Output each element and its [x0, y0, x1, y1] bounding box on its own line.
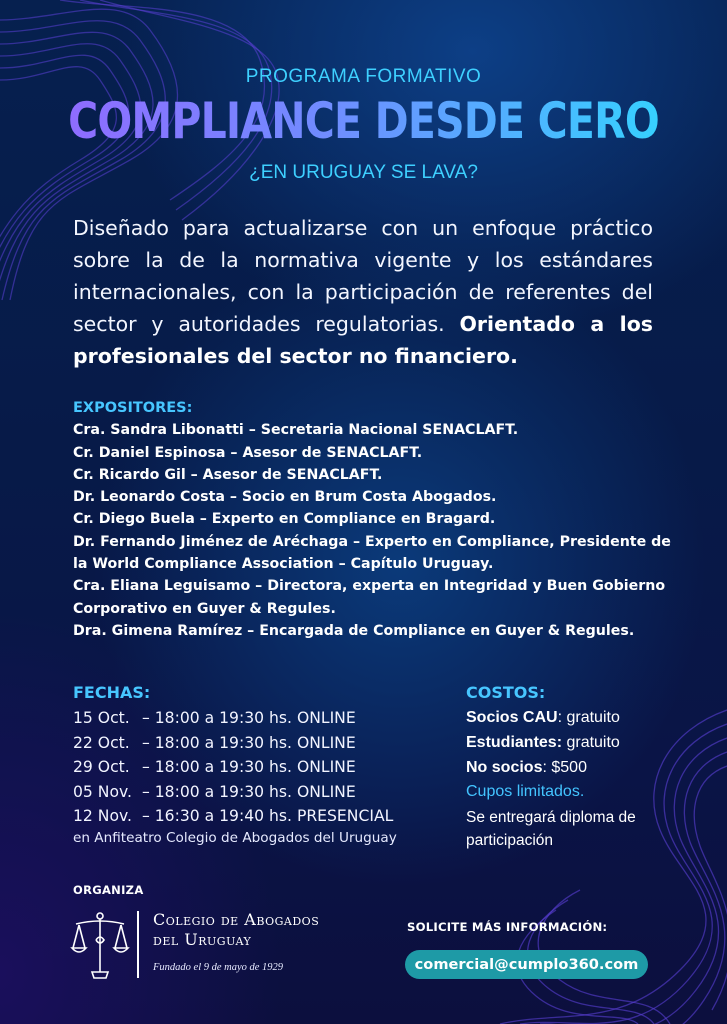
date-detail: – 18:00 a 19:30 hs. ONLINE [141, 782, 356, 801]
cost-who: Estudiantes: [466, 733, 563, 751]
intro-text: Diseñado para actualizarse con un enfoque práctico sobre la de la normativa vigente y los estándares internacionales, con la participación de referentes del sector y autoridades regulatorias. [73, 216, 653, 336]
cost-row [466, 706, 706, 731]
cost-who: No socios [466, 758, 543, 776]
speakers-section [73, 397, 673, 642]
cost-who: Socios CAU [466, 709, 558, 726]
contact-label: SOLICITE MÁS INFORMACIÓN: [407, 920, 608, 934]
organizer-label: ORGANIZA [73, 883, 144, 897]
organizer-name-line2: del Uruguay [153, 930, 252, 949]
program-eyebrow: PROGRAMA FORMATIVO [245, 66, 482, 87]
speaker-item: Dra. Gimena Ramírez – Encargada de Compliance en Guyer & Regules. [73, 622, 635, 639]
intro-emphasis: Orientado a los profesionales del sector no financiero. [73, 312, 653, 368]
date-detail: – 18:00 a 19:30 hs. ONLINE [141, 758, 356, 777]
date-row [73, 755, 433, 780]
speaker-item: Dr. Leonardo Costa – Socio en Brum Costa Abogados. [73, 489, 497, 506]
cost-price: $500 [546, 758, 587, 776]
date-day: 15 Oct. [73, 709, 130, 727]
speaker-item: Cr. Daniel Espinosa – Asesor de SENACLAFT. [73, 444, 423, 461]
organizer-founded: Fundado el 9 de mayo de 1929 [153, 962, 284, 973]
cost-row [466, 731, 706, 756]
cost-row [466, 756, 706, 781]
scales-of-justice-icon [70, 910, 130, 982]
diploma-note: Se entregará diploma de participación [466, 809, 636, 850]
speaker-item: Dr. Fernando Jiménez de Aréchaga – Experto en Compliance, Presidente de la World Compliance Association – Capítulo Uruguay. [73, 533, 671, 573]
date-detail: – 16:30 a 19:40 hs. PRESENCIAL [141, 807, 394, 826]
cost-sep: : [542, 758, 547, 776]
date-day: 12 Nov. [73, 807, 132, 826]
speakers-label: EXPOSITORES: [73, 400, 193, 416]
date-row [73, 731, 433, 756]
cost-price: gratuito [562, 709, 620, 726]
page-subtitle: ¿EN URUGUAY SE LAVA? [249, 162, 478, 183]
limited-seats-text: Cupos limitados. [466, 783, 585, 801]
speaker-item: Cr. Diego Buela – Experto en Compliance en Bragard. [73, 511, 496, 528]
organizer-divider [137, 911, 139, 978]
costs-section [466, 683, 706, 852]
date-row [73, 804, 433, 829]
date-day: 29 Oct. [73, 758, 130, 777]
contact-email-link[interactable]: comercial@cumplo360.com [405, 950, 648, 979]
organizer-name-line1: Colegio de Abogados [153, 910, 320, 929]
date-day: 05 Nov. [73, 782, 132, 801]
venue-text: en Anfiteatro Colegio de Abogados del Uruguay [73, 829, 397, 846]
date-day: 22 Oct. [73, 733, 130, 752]
speaker-item: Cr. Ricardo Gil – Asesor de SENACLAFT. [73, 466, 383, 483]
page-title: COMPLIANCE DESDE CERO [65, 92, 661, 150]
dates-section [73, 683, 433, 846]
costs-label: COSTOS: [466, 683, 546, 702]
cost-price: gratuito [562, 733, 620, 751]
intro-paragraph [73, 212, 653, 372]
date-row [73, 780, 433, 805]
date-row [73, 706, 433, 731]
speaker-item: Cra. Sandra Libonatti – Secretaria Nacional SENACLAFT. [73, 422, 519, 439]
date-detail: – 18:00 a 19:30 hs. ONLINE [141, 709, 356, 727]
speaker-item: Cra. Eliana Leguisamo – Directora, experta en Integridad y Buen Gobierno Corporativo en Guyer & Regules. [73, 578, 666, 617]
date-detail: – 18:00 a 19:30 hs. ONLINE [141, 733, 356, 752]
cost-sep: : [557, 709, 563, 726]
dates-label: FECHAS: [73, 683, 151, 702]
organizer-name [153, 910, 319, 950]
